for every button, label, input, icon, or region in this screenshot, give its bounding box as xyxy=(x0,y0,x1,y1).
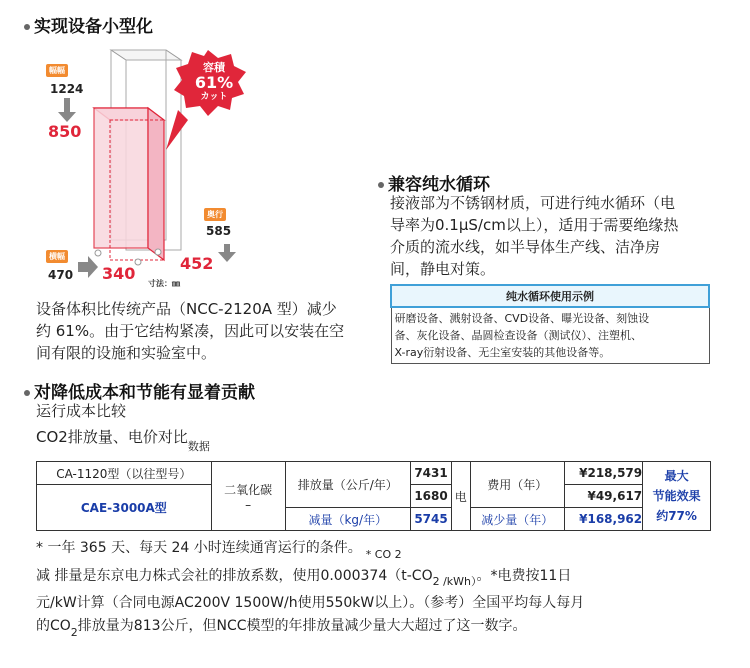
desc-line: 约 61%。由于它结构紧凑，因此可以安装在空 xyxy=(36,322,345,340)
desc-line: 介质的流水线，如半导体生产线、洁净房 xyxy=(390,238,661,256)
unit-label: 寸法：㎜ xyxy=(148,279,180,288)
effect-cell xyxy=(643,462,711,531)
bullet-icon xyxy=(24,24,30,30)
reduce-cost-label: 减少量（年） xyxy=(470,508,565,531)
pure-water-examples-table xyxy=(390,284,710,364)
device-illustration xyxy=(36,40,256,290)
note-sup: * CO 2 xyxy=(365,548,402,561)
pure-water-description xyxy=(390,192,730,280)
reduce-label: 减量（kg/年） xyxy=(285,508,410,531)
reduce-value: 5745 xyxy=(410,508,451,531)
caption-text: CO2排放量、电价对比 xyxy=(36,428,188,446)
bullet-icon xyxy=(24,390,30,396)
emission-new: 1680 xyxy=(410,485,451,508)
examples-table-header: 纯水循环使用示例 xyxy=(391,285,709,307)
emission-label: 排放量（公斤/年） xyxy=(285,462,410,508)
note-text: * 一年 365 天、每天 24 小时连续通宵运行的条件。 xyxy=(36,540,362,556)
depth-old-value: 585 xyxy=(206,224,232,238)
note-text: 减 排量是东京电力株式会社的排放系数，使用0.000374（t-CO xyxy=(36,568,433,584)
desc-line: 导率为0.1μS/cm以上），适用于需要绝缘热 xyxy=(390,216,679,234)
model-old: CA-1120型（以往型号） xyxy=(37,462,212,485)
emission-old: 7431 xyxy=(410,462,451,485)
examples-line: 备、灰化设备、晶圆检查设备（测试仪）、注塑机、 xyxy=(394,329,642,342)
depth-tag: 奥行 xyxy=(204,208,226,221)
badge-percent: 61% xyxy=(194,73,234,92)
width-new-value: 850 xyxy=(48,122,82,141)
bullet-icon xyxy=(378,182,384,188)
model-new: CAE-3000A型 xyxy=(37,485,212,531)
section-title-text: 实现设备小型化 xyxy=(34,17,153,37)
height-tag: 横幅 xyxy=(46,250,68,263)
note-4 xyxy=(36,615,527,638)
note-2 xyxy=(36,565,571,588)
cost-new: ¥49,617 xyxy=(565,485,643,508)
cost-comparison-subtitle: 运行成本比较 xyxy=(36,402,127,420)
cost-label: 费用（年） xyxy=(470,462,565,508)
desc-line: 间有限的设施和实验室中。 xyxy=(36,344,217,362)
cost-old: ¥218,579 xyxy=(565,462,643,485)
depth-new-value: 452 xyxy=(180,254,214,273)
reduce-cost-value: ¥168,962 xyxy=(565,508,643,531)
section-title-text: 兼容纯水循环 xyxy=(388,175,490,195)
examples-line: 研磨设备、溅射设备、CVD设备、曝光设备、刻蚀设 xyxy=(394,312,650,325)
co2-label: 二氧化碳 xyxy=(224,482,273,497)
width-old-value: 1224 xyxy=(50,82,84,96)
section-title-miniaturization xyxy=(24,12,153,37)
badge-sub: カット xyxy=(200,92,228,102)
desc-line: 接液部为不锈钢材质，可进行纯水循环（电 xyxy=(390,194,676,212)
note-text: 排放量为813公斤，但NCC模型的年排放量减少量大大超过了这一数字。 xyxy=(77,618,527,634)
note-1 xyxy=(36,537,402,560)
co2-cell xyxy=(211,462,285,531)
co2-dash: – xyxy=(245,497,252,512)
note-sub: 2 xyxy=(70,626,78,639)
note-text: 。*电费按11日 xyxy=(476,568,572,584)
examples-table-body xyxy=(391,307,709,364)
miniaturization-description xyxy=(36,298,376,364)
desc-line: 间，静电对策。 xyxy=(390,260,496,278)
cost-comparison-table xyxy=(36,461,711,531)
desc-line: 设备体积比传统产品（NCC-2120A 型）减少 xyxy=(36,300,337,318)
note-sub: 2 /kWh） xyxy=(432,575,477,588)
badge-label: 容積 xyxy=(203,61,225,74)
note-3: 元/kW计算（合同电源AC200V 1500W/h使用550kW以上）。（参考）全国平均每人每月 xyxy=(36,595,585,611)
effect-line: 最大 xyxy=(664,469,689,483)
height-new-value: 340 xyxy=(102,264,136,283)
comparison-caption xyxy=(36,426,210,453)
height-old-value: 470 xyxy=(48,268,74,282)
note-text: 的CO xyxy=(36,618,71,634)
volume-reduction-badge xyxy=(184,60,244,105)
examples-line: X-ray衍射设备、无尘室安装的其他设备等。 xyxy=(394,346,611,359)
effect-line: 约77% xyxy=(656,509,697,523)
section-title-text: 对降低成本和节能有显着贡献 xyxy=(34,383,255,403)
effect-line: 节能效果 xyxy=(652,489,701,503)
caption-sub: 数据 xyxy=(187,440,210,453)
electricity-label: 电 xyxy=(452,462,470,531)
width-tag: 幅幅 xyxy=(46,64,68,77)
